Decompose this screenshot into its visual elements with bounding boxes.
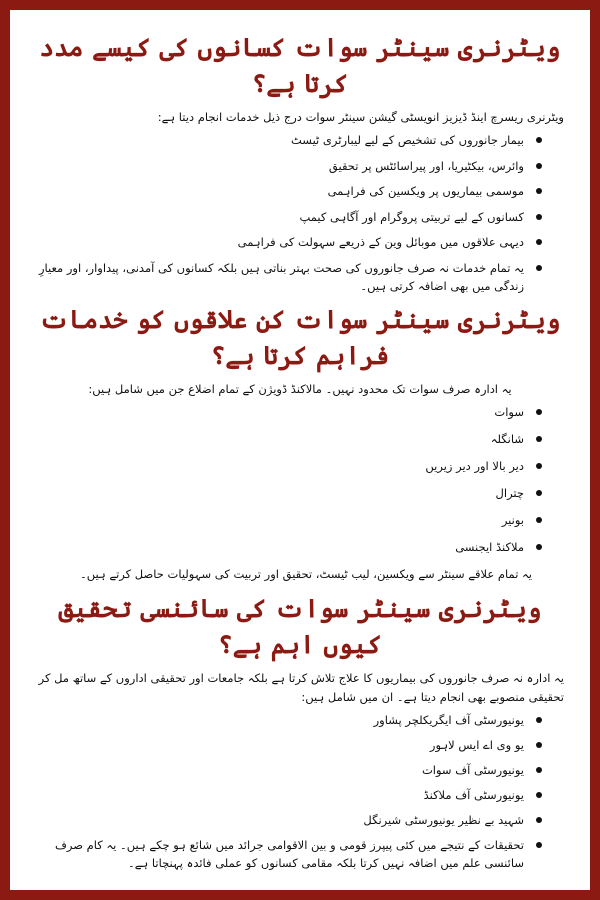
bullet-icon xyxy=(536,239,542,245)
list-item: یونیورسٹی آف ایگریکلچر پشاور xyxy=(36,711,542,729)
bullet-icon xyxy=(536,409,542,415)
bullet-icon xyxy=(536,188,542,194)
bullet-icon xyxy=(536,792,542,798)
bullet-icon xyxy=(536,544,542,550)
bullet-icon xyxy=(536,163,542,169)
section-1-intro: ویٹرنری ریسرچ اینڈ ڈیزیز انویسٹی گیشن سینٹر سوات درج ذیل خدمات انجام دیتا ہے: xyxy=(157,110,564,124)
list-item: موسمی بیماریوں پر ویکسین کی فراہمی xyxy=(36,182,542,200)
section-service-areas xyxy=(36,302,564,583)
section-3-heading: ویٹرنری سینٹر سوات کی سائنسی تحقیق کیوں اہم ہے؟ xyxy=(58,594,542,659)
list-item: ملاکنڈ ایجنسی xyxy=(36,538,542,556)
bullet-icon xyxy=(536,842,542,848)
list-item: یو وی اے ایس لاہور xyxy=(36,736,542,754)
article-content xyxy=(10,10,590,890)
section-research-importance xyxy=(36,591,564,872)
section-2-intro: یہ ادارہ صرف سوات تک محدود نہیں۔ مالاکنڈ ڈویژن کے تمام اضلاع جن میں شامل ہیں: xyxy=(88,382,512,396)
list-item: دیر بالا اور دیر زیریں xyxy=(36,457,542,475)
bullet-icon xyxy=(536,490,542,496)
list-item: شانگلہ xyxy=(36,430,542,448)
list-item: یہ تمام خدمات نہ صرف جانوروں کی صحت بہتر بناتی ہیں بلکہ کسانوں کی آمدنی، پیداوار، اور معیارِ زندگی میں بھی اضافہ کرتی ہیں۔ xyxy=(36,259,542,295)
bullet-icon xyxy=(536,265,542,271)
list-item: چترال xyxy=(36,484,542,502)
districts-list xyxy=(36,403,564,556)
list-item: دیہی علاقوں میں موبائل وین کے ذریعے سہولت کی فراہمی xyxy=(36,233,542,251)
section-2-heading: ویٹرنری سینٹر سوات کن علاقوں کو خدمات فراہم کرتا ہے؟ xyxy=(39,305,561,370)
bullet-icon xyxy=(536,742,542,748)
bullet-icon xyxy=(536,817,542,823)
universities-list xyxy=(36,711,564,872)
list-item: بونیر xyxy=(36,511,542,529)
list-item: وائرس، بیکٹیریا، اور پیراسائٹس پر تحقیق xyxy=(36,157,542,175)
section-how-center-helps xyxy=(36,30,564,295)
section-2-note: یہ تمام علاقے سینٹر سے ویکسین، لیب ٹیسٹ، تحقیق اور تربیت کی سہولیات حاصل کرتے ہیں۔ xyxy=(79,567,532,581)
bullet-icon xyxy=(536,517,542,523)
bullet-icon xyxy=(536,436,542,442)
list-item: تحقیقات کے نتیجے میں کئی پیپرز قومی و بین الاقوامی جرائد میں شائع ہو چکے ہیں۔ یہ کام صرف سائنسی علم میں اضافہ نہیں کرتا بلکہ مقامی کسانوں کو عملی فائدہ پہنچاتا ہے۔ xyxy=(36,836,542,872)
bullet-icon xyxy=(536,214,542,220)
section-3-intro: یہ ادارہ نہ صرف جانوروں کی بیماریوں کا علاج تلاش کرتا ہے بلکہ جامعات اور تحقیقی اداروں کے ساتھ مل کر تحقیقی منصوبے بھی انجام دیتا ہے۔ ان میں شامل ہیں: xyxy=(38,671,564,704)
bullet-icon xyxy=(536,137,542,143)
list-item: یونیورسٹی آف ملاکنڈ xyxy=(36,786,542,804)
bullet-icon xyxy=(536,463,542,469)
bullet-icon xyxy=(536,767,542,773)
section-1-heading: ویٹرنری سینٹر سوات کسانوں کی کیسے مدد کرتا ہے؟ xyxy=(39,33,561,98)
list-item: سوات xyxy=(36,403,542,421)
list-item: یونیورسٹی آف سوات xyxy=(36,761,542,779)
list-item: بیمار جانوروں کی تشخیص کے لیے لیبارٹری ٹیسٹ xyxy=(36,131,542,149)
bullet-icon xyxy=(536,717,542,723)
services-list xyxy=(36,131,564,295)
list-item: کسانوں کے لیے تربیتی پروگرام اور آگاہی کیمپ xyxy=(36,208,542,226)
list-item: شہید بے نظیر یونیورسٹی شیرنگل xyxy=(36,811,542,829)
